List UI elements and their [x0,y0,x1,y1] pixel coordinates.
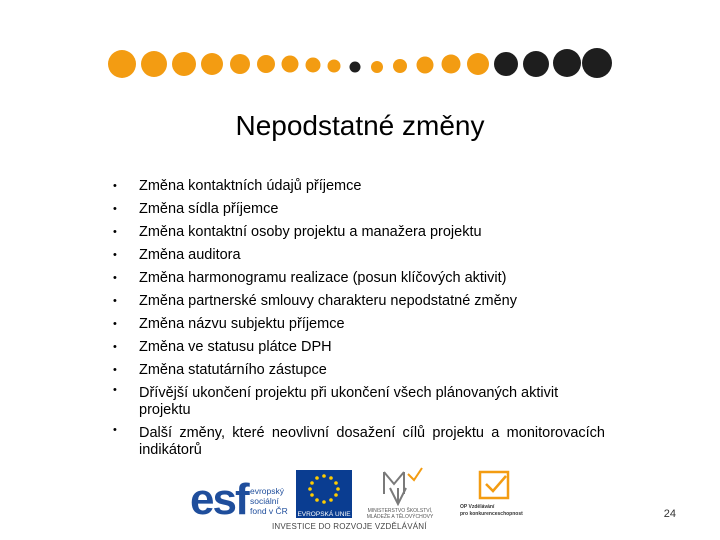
bullet-item [113,422,605,462]
bullet-item [113,175,605,198]
bullet-marker: • [113,384,117,396]
bullet-marker: • [113,226,117,238]
black-dot [582,48,612,78]
bullet-marker: • [113,203,117,215]
bullet-marker: • [113,295,117,307]
black-dot [523,51,549,77]
esf-logo-mark: esf [190,475,248,524]
black-dot [553,49,581,77]
bullet-marker: • [113,364,117,376]
eu-label: EVROPSKÁ UNIE [297,511,351,518]
bullet-item [113,267,605,290]
black-dot [350,62,361,73]
bullet-text: Další změny, které neovlivní dosažení cílů projektu a monitorovacích indikátorů [139,425,605,458]
bullet-text: Změna kontaktních údajů příjemce [139,178,362,194]
esf-logo-text-line: sociální [250,496,279,506]
bullet-marker: • [113,249,117,261]
decorative-dot-row [0,0,720,100]
msmt-label-line: MLÁDEŽE A TĚLOVÝCHOVY [366,514,434,520]
eu-flag-logo [296,470,352,518]
bullet-item [113,313,605,336]
bullet-text: Změna partnerské smlouvy charakteru nepodstatné změny [139,293,517,309]
bullet-item [113,221,605,244]
bullet-marker: • [113,341,117,353]
orange-dot [442,55,461,74]
msmt-monogram-icon [384,472,406,504]
orange-dot [108,50,136,78]
orange-dot [371,61,383,73]
bullet-item [113,198,605,221]
bullet-text: Dřívější ukončení projektu při ukončení všech plánovaných aktivit projektu [139,385,559,418]
bullet-marker: • [113,272,117,284]
esf-logo [190,475,288,524]
orange-dot [201,53,223,75]
op-vk-label-line: OP Vzdělávání [460,504,495,510]
esf-logo-text-line: evropský [250,486,285,496]
bullet-text: Změna názvu subjektu příjemce [139,316,345,332]
bullet-text: Změna kontaktní osoby projektu a manažera projektu [139,224,482,240]
orange-dot [417,57,434,74]
bullet-item [113,336,605,359]
bullet-text: Změna ve statusu plátce DPH [139,339,332,355]
orange-dot [282,56,299,73]
bullet-marker: • [113,318,117,330]
orange-dot [257,55,275,73]
orange-dot [393,59,407,73]
bullet-list [113,175,605,462]
bullet-item [113,359,605,382]
op-vk-emblem-icon [480,472,508,498]
orange-dot [306,58,321,73]
logos-caption: INVESTICE DO ROZVOJE VZDĚLÁVÁNÍ [272,522,427,531]
orange-dot [230,54,250,74]
op-vk-logo [460,472,523,517]
msmt-logo [367,468,434,520]
bullet-item [113,290,605,313]
bullet-item [113,382,605,422]
black-dot [494,52,518,76]
bullet-marker: • [113,180,117,192]
bullet-marker: • [113,424,117,436]
orange-dot [467,53,489,75]
esf-logo-text-line: fond v ČR [250,506,288,516]
bullet-text: Změna sídla příjemce [139,201,279,217]
orange-dot [328,60,341,73]
orange-dot [172,52,196,76]
page-number: 24 [663,508,676,520]
op-vk-label-line: pro konkurenceschopnost [460,511,523,517]
bullet-text: Změna statutárního zástupce [139,362,327,378]
bullet-text: Změna auditora [139,247,241,263]
bullet-item [113,244,605,267]
orange-dot [141,51,167,77]
bullet-text: Změna harmonogramu realizace (posun klíčových aktivit) [139,270,507,286]
msmt-label-line: MINISTERSTVO ŠKOLSTVÍ, [367,508,433,514]
slide-title: Nepodstatné změny [235,110,485,141]
